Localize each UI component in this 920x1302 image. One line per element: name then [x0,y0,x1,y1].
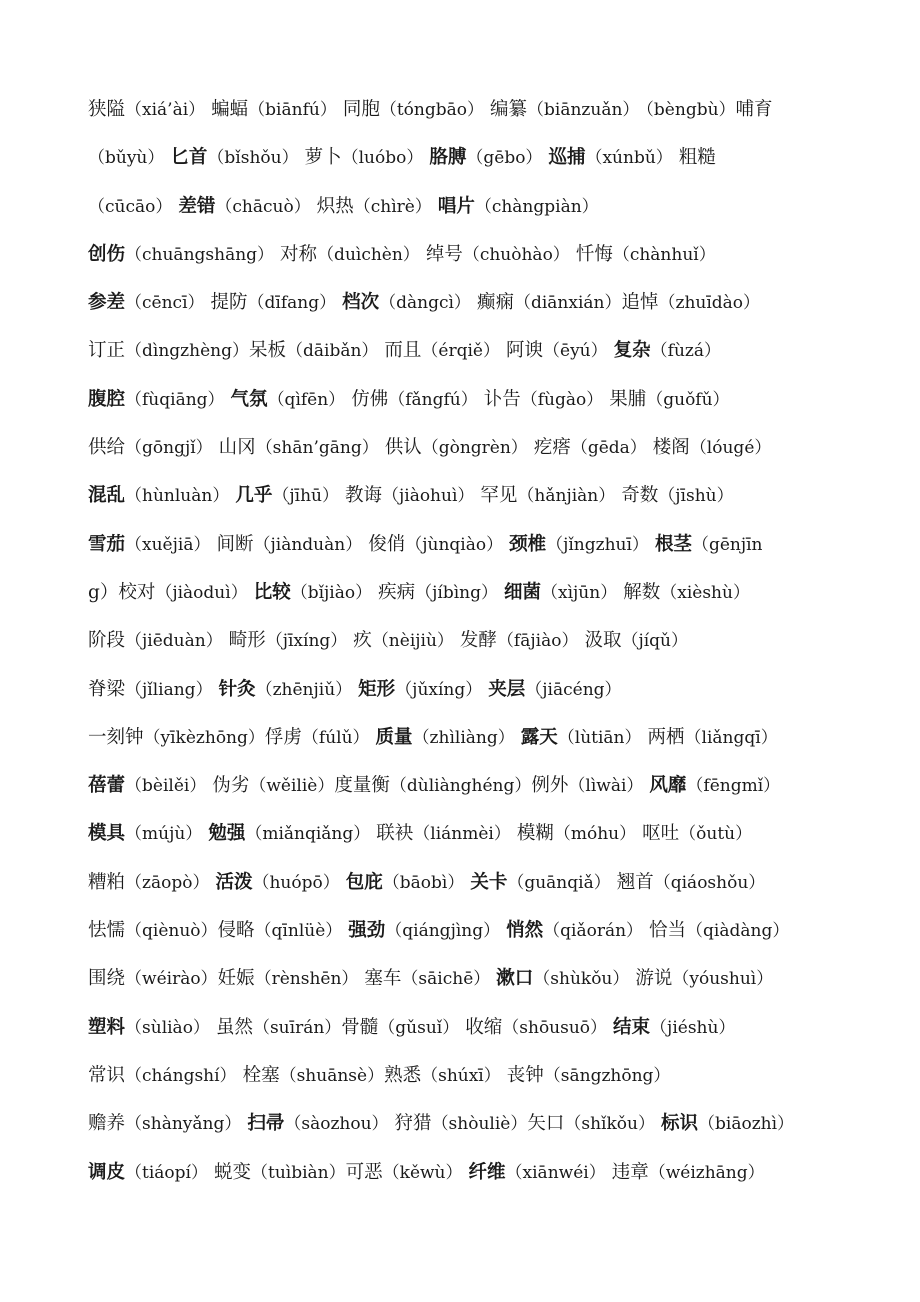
vocab-entry-bold: 矩形（jǔxíng） [358,678,483,700]
vocab-entry-bold: 巡捕（xúnbǔ） [548,147,673,169]
vocab-entry: 伪劣（wěiliè）度量衡（dùliànghéng）例外（lìwài） [212,775,644,797]
vocab-entry-bold: 扫帚（sàozhou） [247,1113,389,1135]
vocab-entry-bold: 纤维（xiānwéi） [468,1161,606,1183]
vocab-entry-bold: 细菌（xìjūn） [504,581,618,603]
vocab-entry: 而且（érqiě） [384,340,500,362]
vocab-entry-bold: 胳膊（gēbo） [429,147,543,169]
vocab-entry-bold: 模具（mújù） [88,823,203,845]
vocab-entry-bold: 复杂（fùzá） [613,340,721,362]
vocab-entry-bold: 差错（chācuò） [178,195,311,217]
vocab-entry-bold: 勉强（miǎnqiǎng） [208,823,371,845]
vocab-entry-bold: 雪茄（xuějiā） [88,533,211,555]
vocab-entry: 呕吐（ǒutù） [642,823,753,845]
vocab-entry-bold: 露天（lùtiān） [520,726,642,748]
vocab-entry: 阿谀（ēyú） [506,340,608,362]
vocab-entry: 编纂（biānzuǎn） [490,99,640,120]
vocab-entry-bold: 强劲（qiángjìng） [348,920,501,942]
vocab-entry: 疾病（jíbìng） [378,581,498,603]
vocab-entry-bold: 混乱（hùnluàn） [88,485,230,507]
text-line [88,1004,880,1052]
vocab-entry-bold: 档次（dàngcì） [342,292,471,314]
vocab-entry: 阶段（jiēduàn） [88,630,223,652]
text-line [88,1149,880,1197]
vocab-entry: 炽热（chìrè） [316,195,432,217]
vocab-entry: 糟粕（zāopò） [88,871,210,893]
vocab-entry: 丧钟（sāngzhōng） [506,1064,671,1086]
vocab-entry: 订正（dìngzhèng）呆板（dāibǎn） [88,340,379,362]
vocab-entry: 塞车（sāichē） [364,968,491,990]
vocab-entry-bold: 根茎（gēnjīn [654,533,763,555]
vocab-entry: 翘首（qiáoshǒu） [616,871,766,893]
vocab-entry-bold: 悄然（qiǎorán） [506,920,644,942]
vocab-entry: 提防（dīfang） [210,292,337,314]
vocab-entry-bold: 腹腔（fùqiāng） [88,388,225,410]
vocab-entry: 游说（yóushuì） [635,968,774,990]
vocab-entry: 违章（wéizhāng） [611,1161,765,1183]
vocab-entry: 讣告（fùgào） [483,388,604,410]
vocab-entry-bold: 参差（cēncī） [88,292,205,314]
vocab-entry: 收缩（shōusuō） [465,1016,608,1038]
vocab-entry-bold: 关卡（guānqiǎ） [470,871,611,893]
vocab-entry-bold: 包庇（bāobì） [345,871,465,893]
text-line [88,1052,880,1100]
vocab-entry-bold: 比较（bǐjiào） [253,581,373,603]
text-line [88,183,880,231]
vocab-entry: 一刻钟（yīkèzhōng）俘虏（fúlǔ） [88,726,370,748]
vocab-entry-bold: 塑料（sùliào） [88,1016,210,1038]
text-line [88,86,880,134]
vocab-entry: 常识（chángshí） [88,1064,237,1086]
vocab-entry: 粗糙 [678,147,716,169]
vocab-entry: 奇数（jīshù） [621,485,734,507]
vocab-entry: 山冈（shān’gāng） [218,437,379,459]
text-line [88,327,880,375]
vocab-entry: 两栖（liǎngqī） [647,726,778,748]
vocab-entry: 间断（jiànduàn） [216,533,363,555]
vocab-entry: 发酵（fājiào） [459,630,579,652]
vocab-entry: 同胞（tóngbāo） [342,99,484,120]
text-line [88,472,880,520]
text-line [88,521,880,569]
vocab-entry: 蝙蝠（biānfú） [211,99,337,120]
vocab-entry-bold: 唱片（chàngpiàn） [437,195,599,217]
vocab-entry: 果脯（guǒfǔ） [609,388,730,410]
vocab-entry: 畸形（jīxíng） [228,630,348,652]
vocab-entry: 罕见（hǎnjiàn） [480,485,616,507]
vocab-entry-bold: 活泼（huópō） [215,871,340,893]
text-line [88,376,880,424]
text-line [88,955,880,1003]
text-line [88,569,880,617]
vocab-entry: 癫痫（diānxián）追悼（zhuīdào） [476,292,761,314]
vocab-entry: 脊梁（jǐliang） [88,678,213,700]
vocab-entry: 模糊（móhu） [516,823,637,845]
vocab-entry: 供给（gōngjǐ） [88,437,213,459]
text-line [88,859,880,907]
vocab-entry: 疙瘩（gēda） [533,437,647,459]
vocab-entry: 蜕变（tuìbiàn）可恶（kěwù） [213,1161,463,1183]
vocab-entry: 怯懦（qiènuò）侵略（qīnlüè） [88,920,343,942]
text-line [88,1100,880,1148]
vocab-entry-bold: 风靡（fēngmǐ） [649,775,781,797]
text-line [88,714,880,762]
text-line [88,279,880,327]
vocab-entry: 绰号（chuòhào） [425,243,570,265]
vocab-entry: （bèngbù）哺育 [645,99,773,120]
text-line [88,666,880,714]
vocab-entry: 供认（gòngrèn） [384,437,528,459]
vocab-entry-bold: 调皮（tiáopí） [88,1161,208,1183]
vocab-entry: 汲取（jíqǔ） [584,630,689,652]
text-line [88,134,880,182]
vocab-entry: 俊俏（jùnqiào） [368,533,504,555]
vocab-entry-bold: 夹层（jiācéng） [488,678,622,700]
vocab-entry-bold: 匕首（bǐshǒu） [170,147,299,169]
vocab-entry: g）校对（jiàoduì） [88,581,248,603]
vocab-entry: 恰当（qiàdàng） [649,920,790,942]
vocab-entry: 解数（xièshù） [623,581,750,603]
text-line [88,424,880,472]
vocabulary-list [88,86,880,1197]
vocab-entry: （cūcāo） [88,196,173,217]
vocab-entry: 狩猎（shòuliè）矢口（shǐkǒu） [394,1113,655,1135]
vocab-entry: 楼阁（lóugé） [652,437,772,459]
vocab-entry: 狭隘（xiá’ài） [88,99,206,120]
text-line [88,617,880,665]
vocab-entry-bold: 创伤（chuāngshāng） [88,243,275,265]
vocab-entry-bold: 质量（zhìliàng） [375,726,515,748]
text-line [88,810,880,858]
text-line [88,231,880,279]
vocab-entry: 仿佛（fǎngfú） [351,388,478,410]
vocab-entry: 教诲（jiàohuì） [344,485,475,507]
vocab-entry: 忏悔（chànhuǐ） [575,243,716,265]
vocab-entry-bold: 结束（jiéshù） [613,1016,736,1038]
vocab-entry: 联袂（liánmèi） [376,823,511,845]
vocab-entry-bold: 标识（biāozhì） [660,1113,795,1135]
vocab-entry: 虽然（suīrán）骨髓（gǔsuǐ） [215,1016,460,1038]
vocab-entry: 栓塞（shuānsè）熟悉（shúxī） [242,1064,501,1086]
vocab-entry: 对称（duìchèn） [280,243,420,265]
vocab-entry-bold: 气氛（qìfēn） [230,388,346,410]
vocab-entry-bold: 针灸（zhēnjiǔ） [218,678,353,700]
vocab-entry-bold: 漱口（shùkǒu） [496,968,630,990]
vocab-entry-bold: 几乎（jīhū） [235,485,339,507]
vocab-entry: 疚（nèijiù） [353,630,454,652]
vocab-entry-bold: 颈椎（jǐngzhuī） [509,533,649,555]
vocab-entry: 围绕（wéirào）妊娠（rènshēn） [88,968,359,990]
text-line [88,907,880,955]
vocab-entry-bold: 蓓蕾（bèilěi） [88,775,207,797]
vocab-entry: （bǔyù） [88,148,165,169]
text-line [88,762,880,810]
vocab-entry: 赡养（shànyǎng） [88,1113,242,1135]
vocab-entry: 萝卜（luóbo） [304,147,424,169]
